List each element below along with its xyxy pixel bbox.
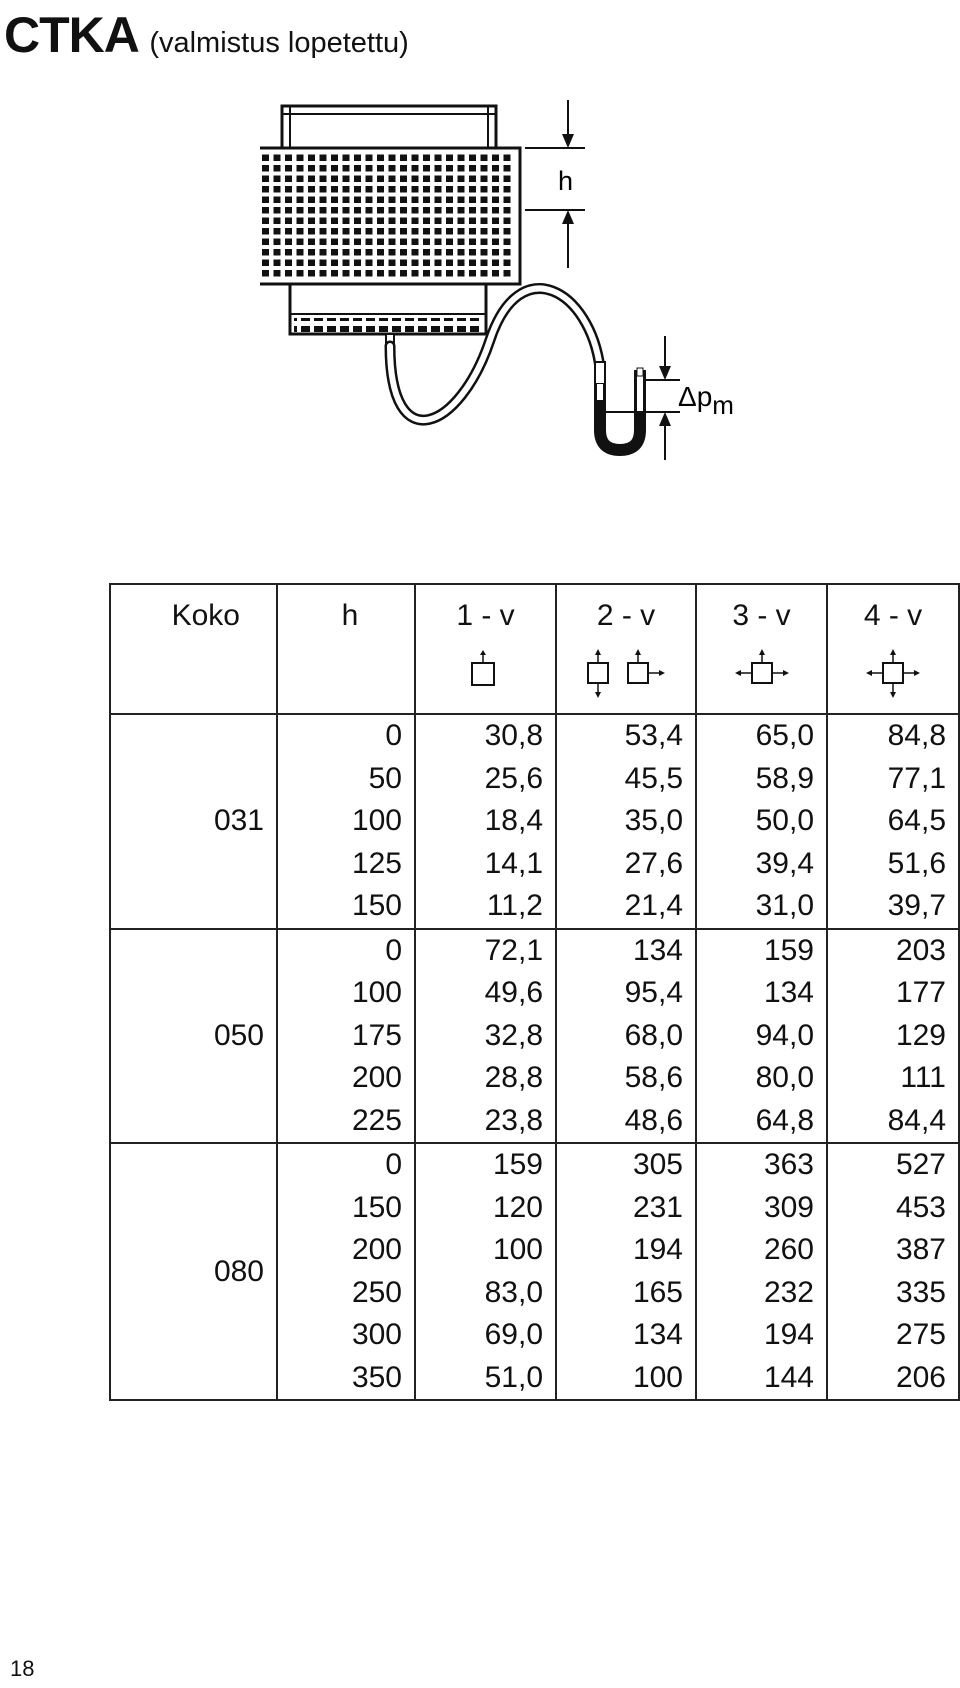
table-row: 200 28,8 58,6 80,0 111 <box>110 1057 959 1100</box>
diffuser-collar <box>282 106 496 148</box>
table-row: 080 0 159 305 363 527 <box>110 1143 959 1187</box>
delta-p-subscript: m <box>712 390 734 420</box>
diffuser-measurement-figure <box>260 100 820 500</box>
page-number: 18 <box>10 1656 35 1681</box>
header-h: h <box>277 584 415 647</box>
pressure-table <box>109 583 960 1401</box>
page-header <box>4 6 409 64</box>
page-title: CTKA <box>4 7 139 63</box>
header-4v: 4 - v <box>827 584 959 647</box>
size-cell: 050 <box>110 929 277 1144</box>
svg-text:Δpm <box>678 381 734 420</box>
delta-p-label: Δp <box>678 381 713 412</box>
header-3v: 3 - v <box>696 584 827 647</box>
header-2v: 2 - v <box>556 584 696 647</box>
table-row: 031 0 30,8 53,4 65,0 84,8 <box>110 714 959 758</box>
diffuser-body <box>260 148 520 284</box>
table-row: 200 100 194 260 387 <box>110 1229 959 1272</box>
one-way-diffuser-icon <box>456 649 516 699</box>
table-row: 175 32,8 68,0 94,0 129 <box>110 1015 959 1058</box>
h-dimension <box>525 100 585 268</box>
size-cell: 080 <box>213 1254 264 1288</box>
header-koko: Koko <box>171 599 240 632</box>
page-subtitle: (valmistus lopetettu) <box>149 27 409 59</box>
table-row: 250 83,0 165 232 335 <box>110 1272 959 1315</box>
table-row: 300 69,0 134 194 275 <box>110 1314 959 1357</box>
u-tube-manometer <box>600 368 643 450</box>
table-row: 225 23,8 48,6 64,8 84,4 <box>110 1100 959 1144</box>
table-row: 100 49,6 95,4 134 177 <box>110 972 959 1015</box>
table-row: 150 11,2 21,4 31,0 39,7 <box>110 885 959 929</box>
diffuser-plenum <box>290 284 486 334</box>
h-label: h <box>558 166 574 196</box>
size-cell: 031 <box>110 714 277 929</box>
table-row: 125 14,1 27,6 39,4 51,6 <box>110 843 959 886</box>
table-row: 050 0 72,1 134 159 203 <box>110 929 959 973</box>
table-row: 100 18,4 35,0 50,0 64,5 <box>110 800 959 843</box>
table-row: 150 120 231 309 453 <box>110 1187 959 1230</box>
table-row: 50 25,6 45,5 58,9 77,1 <box>110 758 959 801</box>
three-way-diffuser-icon <box>722 647 802 701</box>
four-way-diffuser-icon <box>853 647 933 701</box>
delta-pm-dimension <box>605 336 734 460</box>
two-way-diffuser-icon <box>576 647 676 701</box>
table-row: 350 51,0 100 144 206 <box>110 1357 959 1401</box>
header-1v: 1 - v <box>415 584 556 647</box>
